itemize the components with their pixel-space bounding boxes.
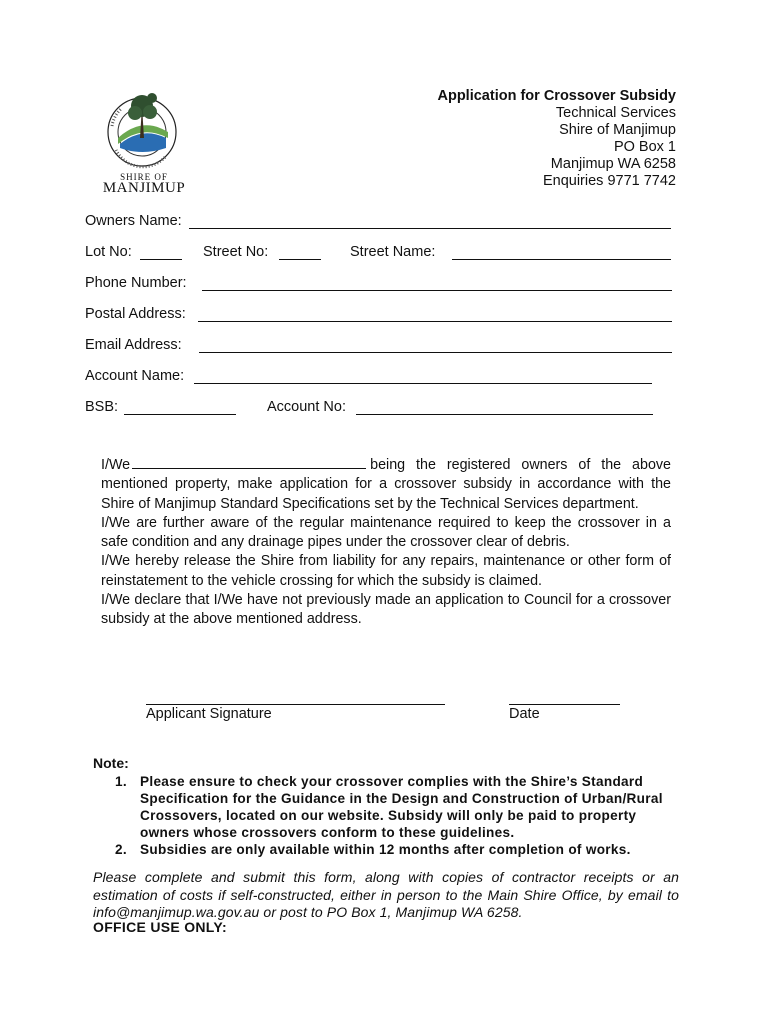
applicant-signature-field[interactable] (146, 704, 445, 705)
declaration-text (101, 456, 671, 630)
letterhead (438, 88, 677, 190)
lot-no-label: Lot No: (85, 244, 132, 260)
note-item (113, 841, 678, 858)
logo-tree-crown (147, 93, 157, 103)
note-text: Please ensure to check your crossover complies with the Shire’s Standard Specification for the Guidance in the Design and Construction of Urban/Rural Crossovers, located on our website. Subsidy will only be paid to property owners whose crossovers conform to these guidelines. (140, 774, 663, 840)
street-no-label: Street No: (203, 244, 269, 260)
postal-address-field[interactable] (198, 321, 672, 322)
declaration-paragraph: I/We are further aware of the regular maintenance required to keep the crossover in a safe condition and any drainage pipes under the crossover clear of debris. (101, 514, 671, 551)
logo-text-shire-of: SHIRE OF (120, 172, 168, 182)
account-name-field[interactable] (194, 383, 652, 384)
street-name-field[interactable] (452, 259, 671, 260)
declaration-iwe: I/We (101, 457, 131, 473)
bsb-label: BSB: (85, 399, 119, 415)
account-no-field[interactable] (356, 414, 653, 415)
note-number: 1. (115, 774, 127, 789)
logo-text-manjimup: MANJIMUP (102, 180, 186, 196)
account-no-label: Account No: (267, 399, 346, 415)
letterhead-line: PO Box 1 (613, 139, 676, 155)
date-field[interactable] (509, 704, 620, 705)
letterhead-line: Technical Services (555, 105, 676, 121)
note-text: Subsidies are only available within 12 months after completion of works. (140, 842, 631, 857)
note-item (113, 773, 678, 841)
note-number: 2. (115, 842, 127, 857)
owners-name-label: Owners Name: (85, 213, 182, 229)
letterhead-line: Shire of Manjimup (559, 122, 676, 138)
street-name-label: Street Name: (350, 244, 436, 260)
email-address-label: Email Address: (85, 337, 182, 353)
declaration-paragraph: I/We declare that I/We have not previously made an application to Council for a crossover subsidy at the above mentioned address. (101, 592, 671, 628)
logo-ring-text-mark (116, 150, 166, 167)
logo-ring-text-mark (112, 108, 122, 126)
date-label: Date (509, 706, 540, 722)
notes-list (113, 773, 678, 858)
phone-number-label: Phone Number: (85, 275, 187, 291)
account-name-label: Account Name: (85, 368, 185, 384)
email-address-field[interactable] (199, 352, 672, 353)
declarant-name-field[interactable] (132, 456, 366, 469)
letterhead-line: Enquiries 9771 7742 (542, 173, 676, 189)
declaration-p1-rest: being the registered owners of the above mentioned property, make application for a crossover subsidy in accordance with the Shire of Manjimup Standard Specifications set by the Technical Services department. (101, 457, 671, 512)
street-no-field[interactable] (279, 259, 321, 260)
submission-instructions: Please complete and submit this form, along with copies of contractor receipts or an estimation of costs if self-constructed, either in person to the Main Shire Office, by email to info@manjimup.wa.gov.au or post to PO Box 1, Manjimup WA 6258. (93, 869, 679, 920)
applicant-signature-label: Applicant Signature (146, 706, 272, 722)
declaration-paragraph (101, 456, 671, 514)
bsb-field[interactable] (124, 414, 236, 415)
letterhead-line: Manjimup WA 6258 (550, 156, 676, 172)
logo-tree-crown (143, 105, 157, 119)
office-use-heading: OFFICE USE ONLY: (93, 919, 227, 935)
phone-number-field[interactable] (202, 290, 672, 291)
lot-no-field[interactable] (140, 259, 182, 260)
form-title: Application for Crossover Subsidy (437, 88, 676, 104)
owners-name-field[interactable] (189, 228, 671, 229)
logo-tree-crown (128, 106, 142, 120)
note-title: Note: (93, 755, 129, 771)
postal-address-label: Postal Address: (85, 306, 186, 322)
declaration-paragraph: I/We hereby release the Shire from liability for any repairs, maintenance or other form of reinstatement to the vehicle crossing for which the subsidy is claimed. (101, 553, 671, 589)
